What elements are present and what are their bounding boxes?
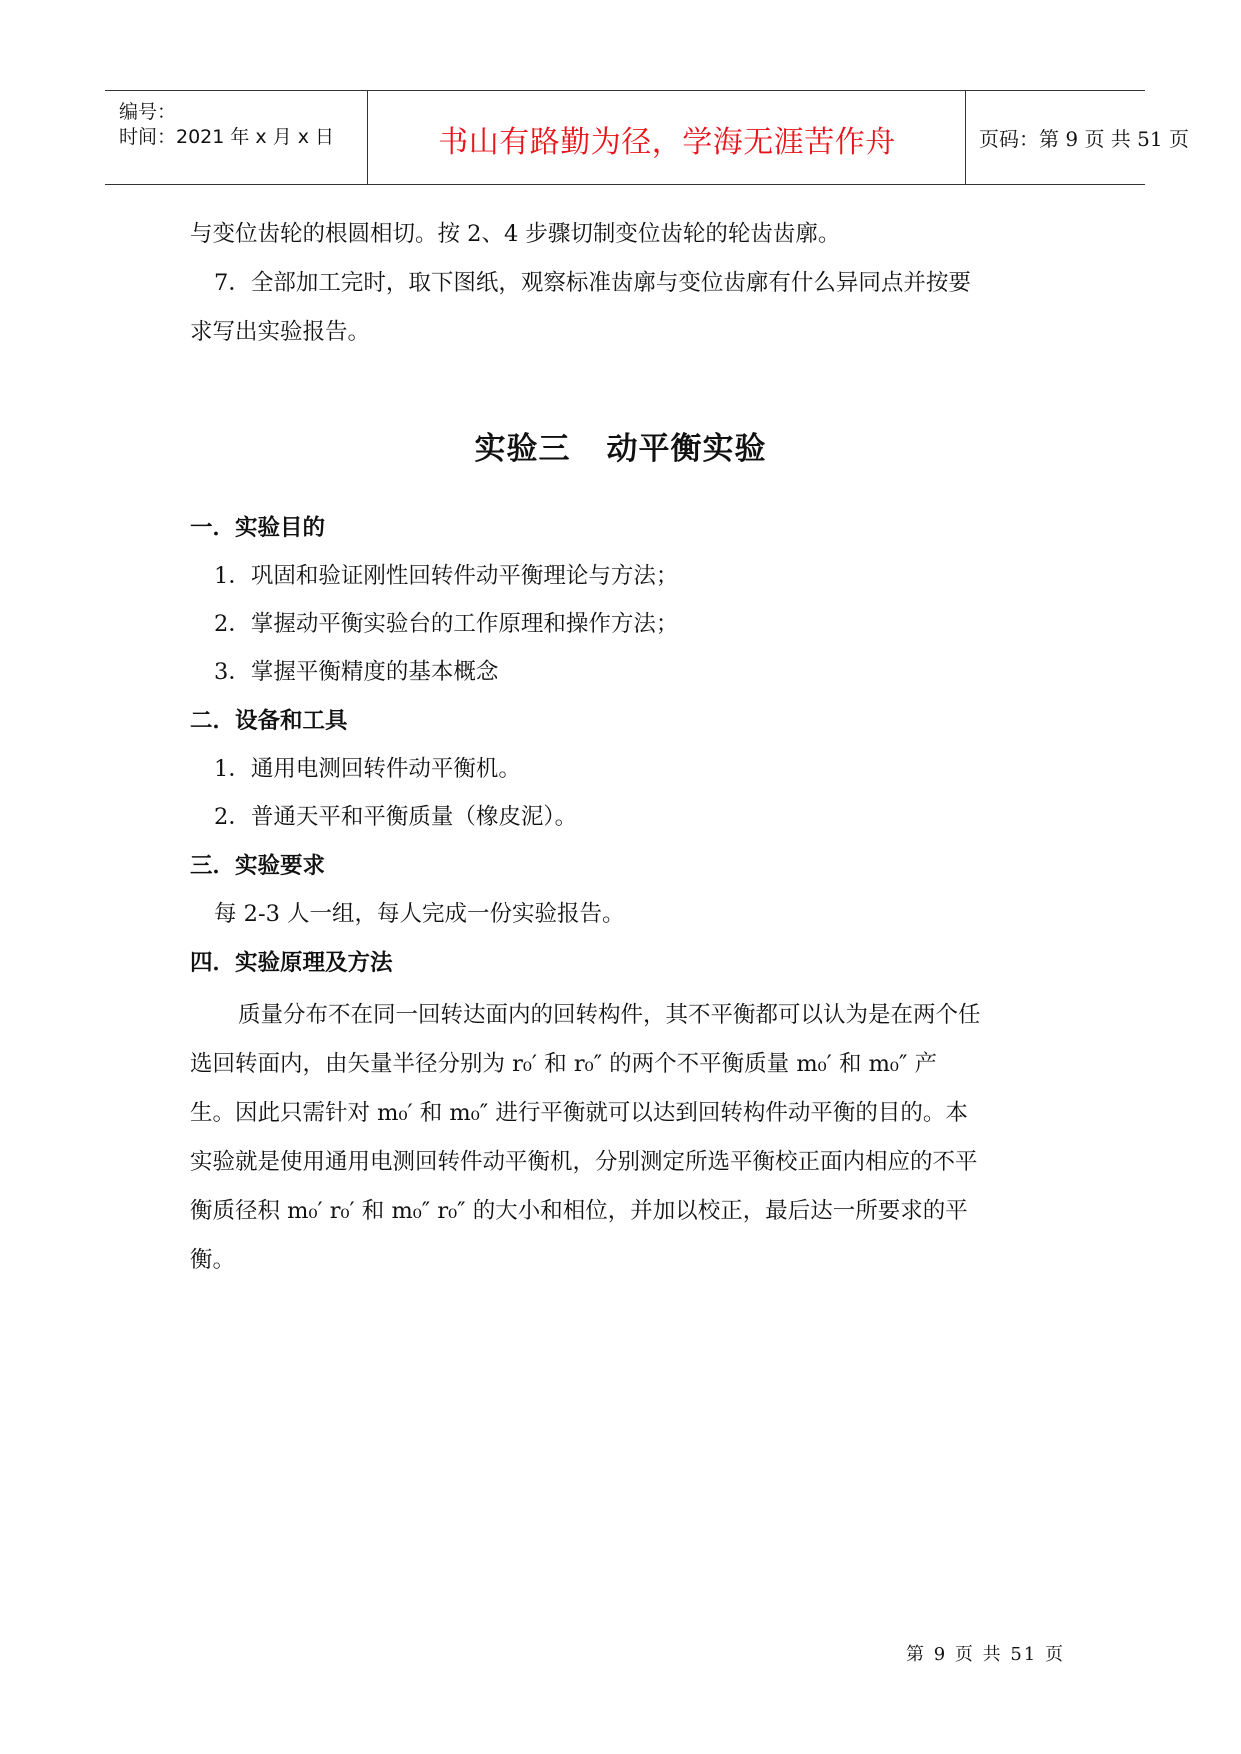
purpose-item-1: 1．巩固和验证刚性回转件动平衡理论与方法；	[214, 563, 679, 589]
page-footer: 第 9 页 共 51 页	[906, 1644, 1065, 1665]
doc-number-label: 编号：	[119, 101, 177, 123]
principle-line-6: 衡。	[190, 1247, 236, 1273]
equipment-item-1: 1．通用电测回转件动平衡机。	[214, 756, 521, 782]
title-part-1: 实验三	[474, 431, 571, 467]
header-page-label: 页码：第 9 页 共 51 页	[979, 127, 1189, 151]
page-header	[105, 90, 1189, 185]
section-heading-requirements: 三．实验要求	[190, 853, 326, 879]
title-part-2: 动平衡实验	[606, 431, 767, 467]
header-right-cell	[967, 91, 1189, 184]
principle-line-5: 衡质径积 m₀′ r₀′ 和 m₀″ r₀″ 的大小和相位，并加以校正，最后达一所要求的平	[190, 1198, 968, 1224]
header-left-cell	[105, 91, 368, 184]
section-heading-purpose: 一．实验目的	[190, 515, 326, 541]
principle-line-3: 生。因此只需针对 m₀′ 和 m₀″ 进行平衡就可以达到回转构件动平衡的目的。本	[190, 1100, 968, 1126]
doc-time-label: 时间：2021 年 x 月 x 日	[119, 126, 335, 148]
intro-line-2: 7．全部加工完时，取下图纸，观察标准齿廓与变位齿廓有什么异同点并按要	[214, 270, 971, 296]
section-heading-principle: 四．实验原理及方法	[190, 950, 393, 976]
principle-line-2: 选回转面内，由矢量半径分别为 r₀′ 和 r₀″ 的两个不平衡质量 m₀′ 和 m₀″ 产	[190, 1051, 938, 1077]
purpose-item-3: 3．掌握平衡精度的基本概念	[214, 659, 499, 685]
page-title	[0, 423, 1241, 468]
intro-line-1: 与变位齿轮的根圆相切。按 2、4 步骤切制变位齿轮的轮齿齿廓。	[190, 221, 841, 247]
section-heading-equipment: 二．设备和工具	[190, 708, 348, 734]
header-middle-cell	[369, 91, 966, 184]
principle-line-1: 质量分布不在同一回转达面内的回转构件，其不平衡都可以认为是在两个任	[238, 1002, 981, 1028]
requirements-item-1: 每 2-3 人一组，每人完成一份实验报告。	[214, 901, 625, 927]
header-motto: 书山有路勤为径，学海无涯苦作舟	[438, 125, 896, 160]
principle-line-4: 实验就是使用通用电测回转件动平衡机，分别测定所选平衡校正面内相应的不平	[190, 1149, 978, 1175]
equipment-item-2: 2．普通天平和平衡质量（橡皮泥）。	[214, 804, 578, 830]
intro-line-3: 求写出实验报告。	[190, 319, 371, 345]
purpose-item-2: 2．掌握动平衡实验台的工作原理和操作方法；	[214, 611, 679, 637]
